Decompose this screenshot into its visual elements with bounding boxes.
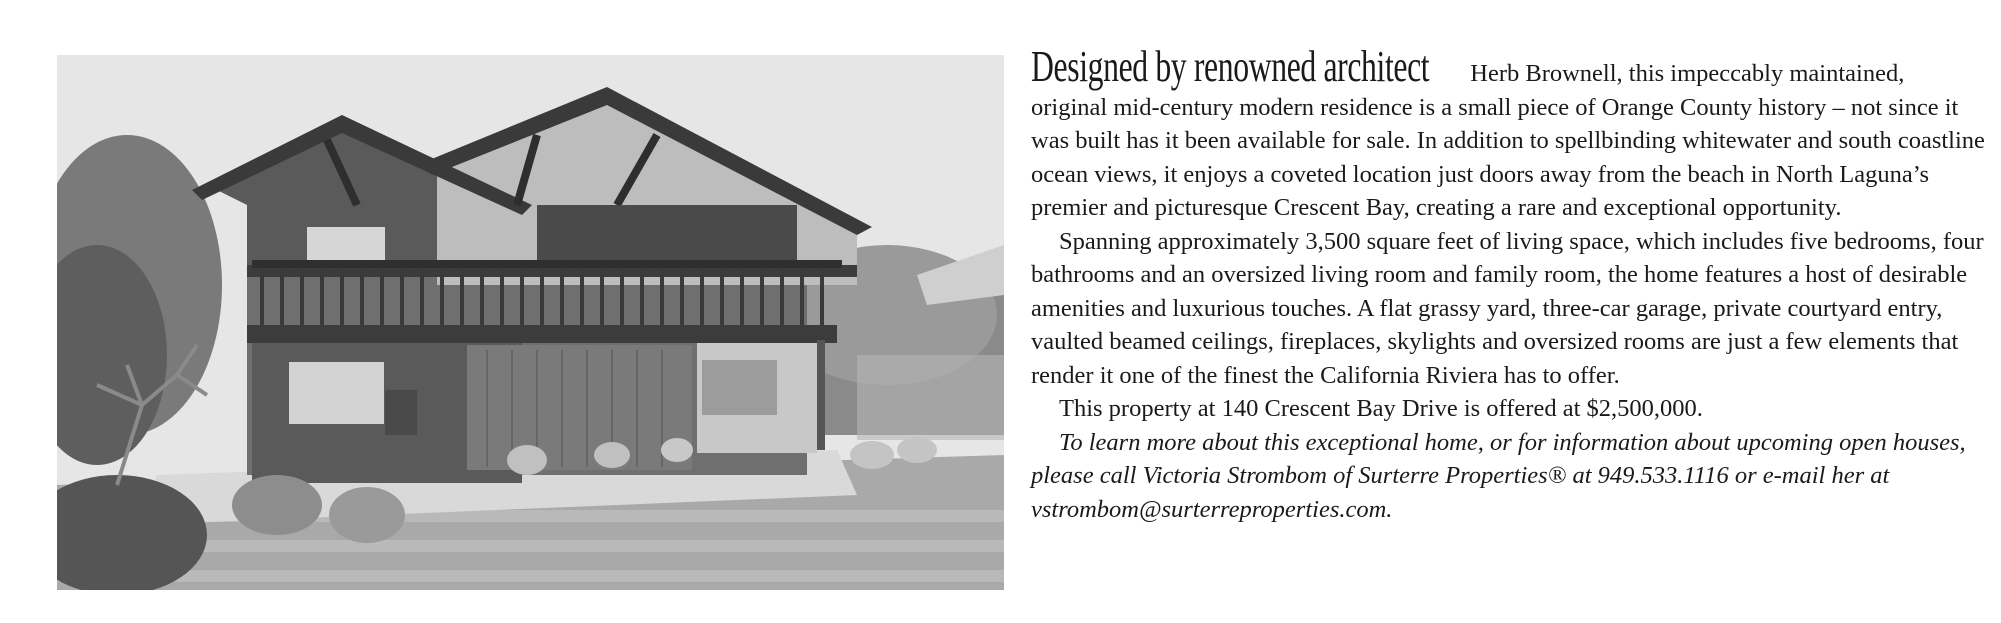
- article-paragraph-2: Spanning approximately 3,500 square feet of living space, which includes five bedrooms, four bathrooms and an oversized living room and family room, the home features a host of desirable amenities and luxurious touches. A flat grassy yard, three-car garage, private courtyard entry, vaulted beamed ceilings, fireplaces, skylights and oversized rooms are just a few elements that render it one of the finest the California Riviera has to offer.: [1031, 227, 1984, 389]
- article-text: [1031, 42, 1986, 526]
- house-photo: [57, 55, 1004, 590]
- headline: Designed by renowned architect: [1031, 42, 1430, 91]
- paragraph-1-text: Herb Brownell, this impeccably maintained, original mid-century modern residence is a small piece of Orange County history – not since it was built has it been available for sale. In addition to spellbinding whitewater and south coastline ocean views, it enjoys a coveted location just doors away from the beach in North Laguna’s premier and picturesque Crescent Bay, creating a rare and exceptional opportunity.: [1031, 60, 1985, 221]
- article-paragraph-3: This property at 140 Crescent Bay Drive is offered at $2,500,000.: [1059, 395, 1703, 422]
- article-paragraph-1: [1031, 42, 1986, 225]
- article-paragraph-4: To learn more about this exceptional home, or for information about upcoming open houses, please call Victoria Strombom of Surterre Properties® at 949.533.1116 or e-mail her at vstrombom@surterreproperties.com.: [1031, 428, 1966, 523]
